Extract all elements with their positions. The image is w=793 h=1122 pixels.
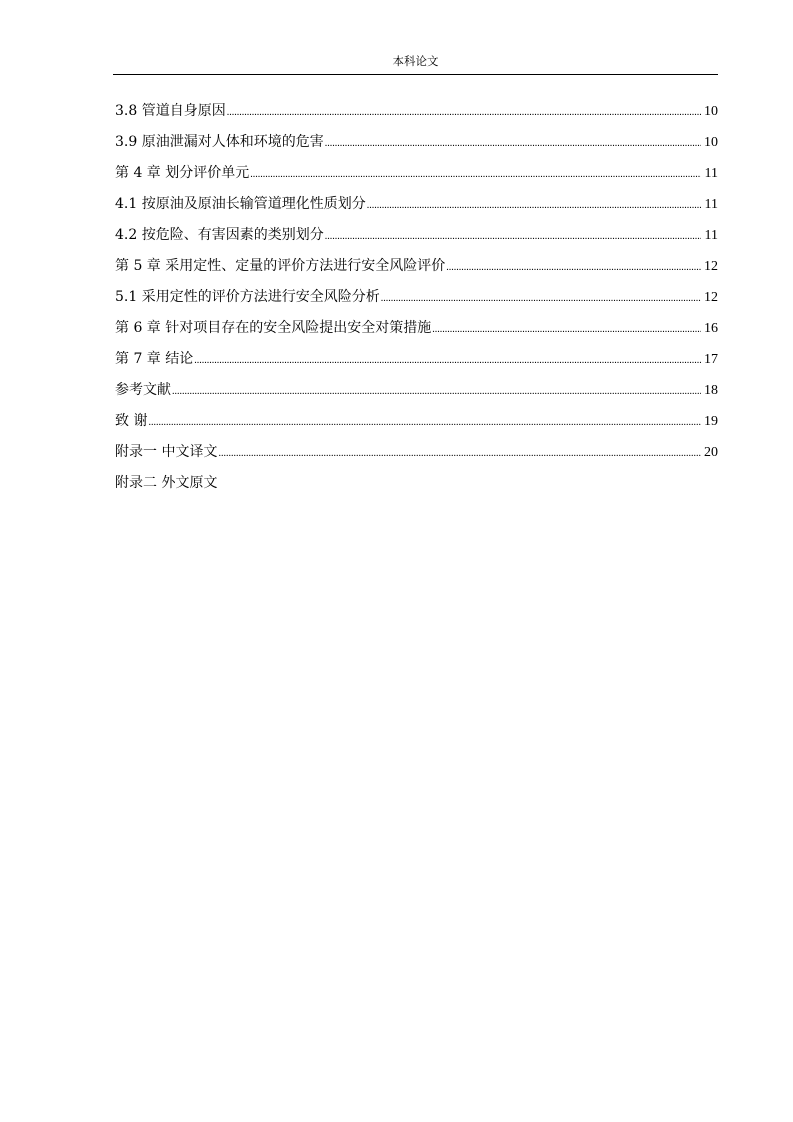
toc-dot-leader	[381, 288, 701, 310]
toc-entry-title: 第 6 章 针对项目存在的安全风险提出安全对策措施	[115, 320, 432, 336]
toc-dot-leader	[367, 195, 701, 217]
toc-dot-leader	[446, 257, 701, 279]
table-of-contents	[115, 100, 718, 503]
toc-entry-title: 附录一 中文译文	[115, 444, 218, 460]
toc-page-number: 16	[704, 321, 718, 336]
toc-entry[interactable]	[115, 441, 718, 472]
toc-entry-title: 5.1 采用定性的评价方法进行安全风险分析	[115, 289, 380, 305]
header-title: 本科论文	[392, 54, 439, 68]
toc-entry[interactable]	[115, 224, 718, 255]
toc-entry-title: 致 谢	[115, 413, 148, 429]
toc-entry[interactable]	[115, 286, 718, 317]
toc-entry-title: 第 5 章 采用定性、定量的评价方法进行安全风险评价	[115, 258, 446, 274]
toc-entry-title: 3.8 管道自身原因	[115, 103, 226, 119]
toc-dot-leader	[148, 412, 701, 434]
toc-page-number: 11	[704, 228, 718, 243]
toc-entry[interactable]	[115, 348, 718, 379]
toc-dot-leader	[432, 319, 701, 341]
toc-entry-title: 第 7 章 结论	[115, 351, 194, 367]
toc-dot-leader	[250, 164, 701, 186]
toc-page-number: 12	[704, 259, 718, 274]
toc-entry[interactable]	[115, 317, 718, 348]
toc-dot-leader	[227, 102, 701, 124]
toc-entry-title: 第 4 章 划分评价单元	[115, 165, 250, 181]
toc-entry-title: 3.9 原油泄漏对人体和环境的危害	[115, 134, 324, 150]
toc-entry[interactable]	[115, 131, 718, 162]
toc-entry-title: 附录二 外文原文	[115, 475, 218, 491]
toc-page-number: 18	[704, 383, 718, 398]
toc-page-number: 20	[704, 445, 718, 460]
toc-entry[interactable]	[115, 255, 718, 286]
toc-page-number: 12	[704, 290, 718, 305]
toc-entry[interactable]	[115, 410, 718, 441]
toc-entry-title: 参考文献	[115, 382, 171, 398]
toc-page-number: 10	[704, 104, 718, 119]
toc-page-number: 10	[704, 135, 718, 150]
toc-page-number: 11	[704, 166, 718, 181]
toc-page-number: 11	[704, 197, 718, 212]
toc-dot-leader	[325, 226, 701, 248]
toc-dot-leader	[218, 443, 701, 465]
toc-entry[interactable]	[115, 100, 718, 131]
toc-entry[interactable]	[115, 193, 718, 224]
toc-dot-leader	[194, 350, 701, 372]
toc-entry[interactable]	[115, 162, 718, 193]
toc-entry-title: 4.1 按原油及原油长输管道理化性质划分	[115, 196, 366, 212]
toc-page-number: 19	[704, 414, 718, 429]
toc-dot-leader	[172, 381, 701, 403]
toc-page-number: 17	[704, 352, 718, 367]
page-header	[113, 50, 718, 75]
toc-entry[interactable]	[115, 472, 718, 503]
toc-entry[interactable]	[115, 379, 718, 410]
toc-entry-title: 4.2 按危险、有害因素的类别划分	[115, 227, 324, 243]
toc-dot-leader	[325, 133, 701, 155]
